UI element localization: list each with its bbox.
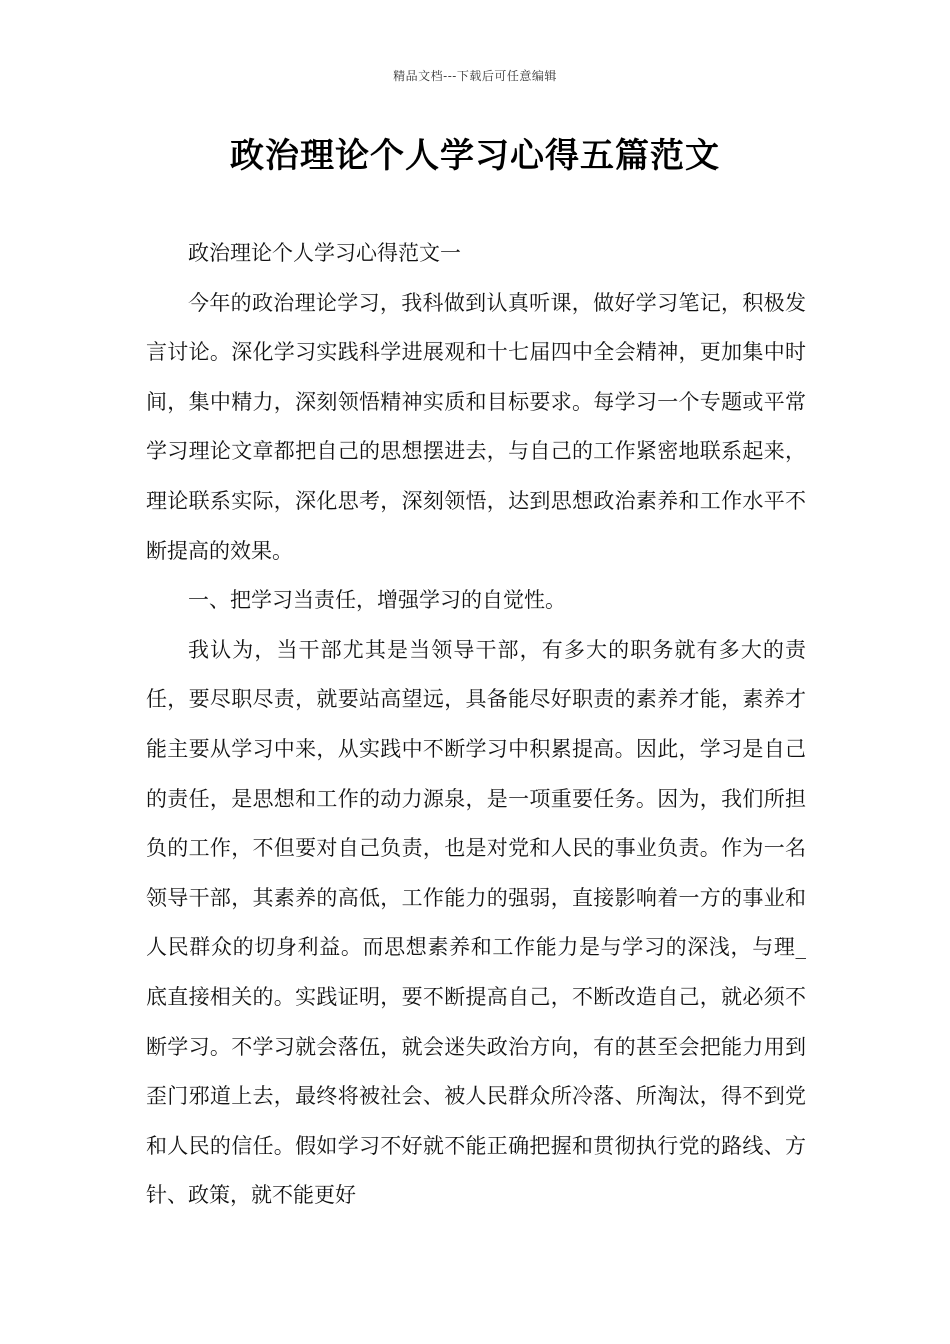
paragraph: 今年的政治理论学习，我科做到认真听课，做好学习笔记，积极发言讨论。深化学习实践科学进展观和十七届四中全会精神，更加集中时间，集中精力，深刻领悟精神实质和目标要求。每学习一个专题或平常学习理论文章都把自己的思想摆进去，与自己的工作紧密地联系起来，理论联系实际，深化思考，深刻领悟，达到思想政治素养和工作水平不断提高的效果。 (146, 290, 806, 563)
subsection-heading: 一、把学习当责任，增强学习的自觉性。 (188, 588, 566, 613)
paragraph: 我认为，当干部尤其是当领导干部，有多大的职务就有多大的责任，要尽职尽责，就要站高望远，具备能尽好职责的素养才能，素养才能主要从学习中来，从实践中不断学习中积累提高。因此，学习是自己的责任，是思想和工作的动力源泉，是一项重要任务。因为，我们所担负的工作，不但要对自己负责，也是对党和人民的事业负责。作为一名领导干部，其素养的高低，工作能力的强弱，直接影响着一方的事业和人民群众的切身利益。而思想素养和工作能力是与学习的深浅，与理_底直接相关的。实践证明，要不断提高自己，不断改造自己，就必须不断学习。不学习就会落伍，就会迷失政治方向，有的甚至会把能力用到歪门邪道上去，最终将被社会、被人民群众所冷落、所淘汰，得不到党和人民的信任。假如学习不好就不能正确把握和贯彻执行党的路线、方针、政策，就不能更好 (146, 637, 806, 1208)
document-title: 政治理论个人学习心得五篇范文 (230, 136, 720, 176)
header-note: 精品文档---下载后可任意编辑 (393, 69, 557, 83)
section-heading: 政治理论个人学习心得范文一 (188, 241, 461, 265)
document-body (146, 229, 806, 1221)
